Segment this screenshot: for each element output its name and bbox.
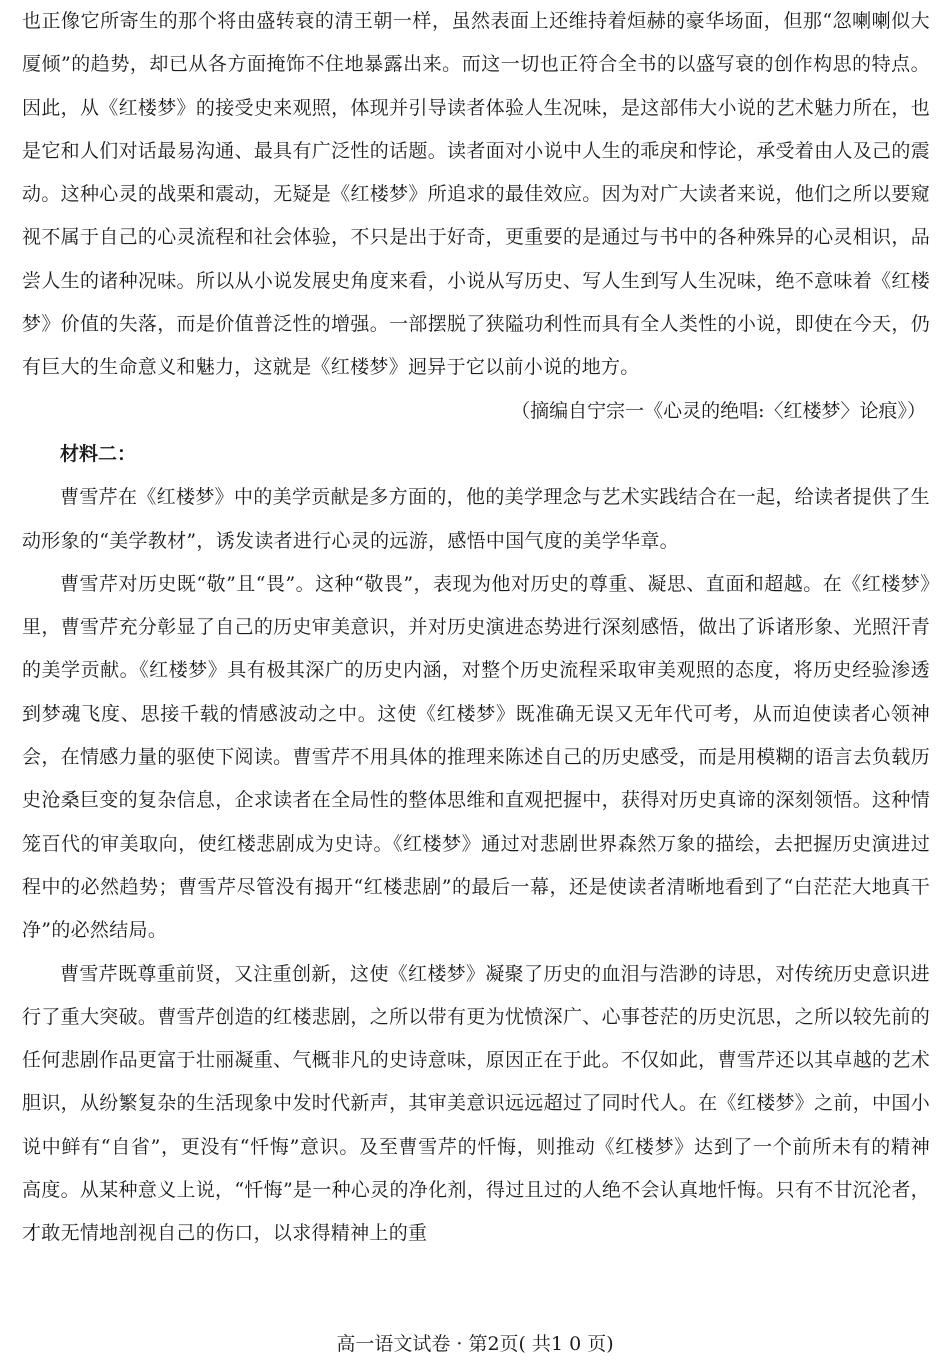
section-heading-material-2: 材料二：: [60, 442, 137, 465]
page-footer: 高一语文试卷 · 第2页( 共1 0 页): [336, 1333, 614, 1355]
paragraph-continued: 也正像它所寄生的那个将由盛转衰的清王朝一样，虽然表面上还维持着烜赫的豪华场面，但那“忽喇喇似大厦倾”的趋势，却已从各方面掩饰不住地暴露出来。而这一切也正符合全书的以盛写衰的创作构思的特点。因此，从《红楼梦》的接受史来观照，体现并引导读者体验人生况味，是这部伟大小说的艺术魅力所在，也是它和人们对话最易沟通、最具有广泛性的话题。读者面对小说中人生的乖戾和悖论，承受着由人及己的震动。这种心灵的战栗和震动，无疑是《红楼梦》所追求的最佳效应。因为对广大读者来说，他们之所以要窥视不属于自己的心灵流程和社会体验，不只是出于好奇，更重要的是通过与书中的各种殊异的心灵相识，品尝人生的诸种况味。所以从小说发展史角度来看，小说从写历史、写人生到写人生况味，绝不意味着《红楼梦》价值的失落，而是价值普泛性的增强。一部摆脱了狭隘功利性而具有全人类性的小说，即使在今天，仍有巨大的生命意义和魅力，这就是《红楼梦》迥异于它以前小说的地方。: [22, 10, 930, 379]
paragraph-material2-1: 曹雪芹在《红楼梦》中的美学贡献是多方面的，他的美学理念与艺术实践结合在一起，给读者提供了生动形象的“美学教材”，诱发读者进行心灵的远游，感悟中国气度的美学华章。: [22, 486, 930, 552]
paragraph-material2-2: 曹雪芹对历史既“敬”且“畏”。这种“敬畏”，表现为他对历史的尊重、凝思、直面和超越。在《红楼梦》里，曹雪芹充分彰显了自己的历史审美意识，并对历史演进态势进行深刻感悟，做出了诉诸形象、光照汗青的美学贡献。《红楼梦》具有极其深广的历史内涵，对整个历史流程采取审美观照的态度，将历史经验渗透到梦魂飞度、思接千载的情感波动之中。这使《红楼梦》既准确无误又无年代可考，从而迫使读者心领神会，在情感力量的驱使下阅读。曹雪芹不用具体的推理来陈述自己的历史感受，而是用模糊的语言去负载历史沧桑巨变的复杂信息，企求读者在全局性的整体思维和直观把握中，获得对历史真谛的深刻领悟。这种情笼百代的审美取向，使红楼悲剧成为史诗。《红楼梦》通过对悲剧世界森然万象的描绘，去把握历史演进过程中的必然趋势；曹雪芹尽管没有揭开“红楼悲剧”的最后一幕，还是使读者清晰地看到了“白茫茫大地真干净”的必然结局。: [22, 572, 930, 942]
citation-source: （摘编自宁宗一《心灵的绝唱:〈红楼梦〉论痕》）: [511, 399, 926, 422]
paragraph-material2-3: 曹雪芹既尊重前贤，又注重创新，这使《红楼梦》凝聚了历史的血泪与浩渺的诗思，对传统历史意识进行了重大突破。曹雪芹创造的红楼悲剧，之所以带有更为忧愤深广、心事苍茫的历史沉思，之所以较先前的任何悲剧作品更富于壮丽凝重、气概非凡的史诗意味，原因正在于此。不仅如此，曹雪芹还以其卓越的艺术胆识，从纷繁复杂的生活现象中发时代新声，其审美意识远远超过了同时代人。在《红楼梦》之前，中国小说中鲜有“自省”，更没有“忏悔”意识。及至曹雪芹的忏悔，则推动《红楼梦》达到了一个前所未有的精神高度。从某种意义上说，“忏悔”是一种心灵的净化剂，得过且过的人绝不会认真地忏悔。只有不甘沉沦者，才敢无情地剖视自己的伤口，以求得精神上的重: [22, 962, 930, 1245]
document-page: [22, 0, 930, 1256]
